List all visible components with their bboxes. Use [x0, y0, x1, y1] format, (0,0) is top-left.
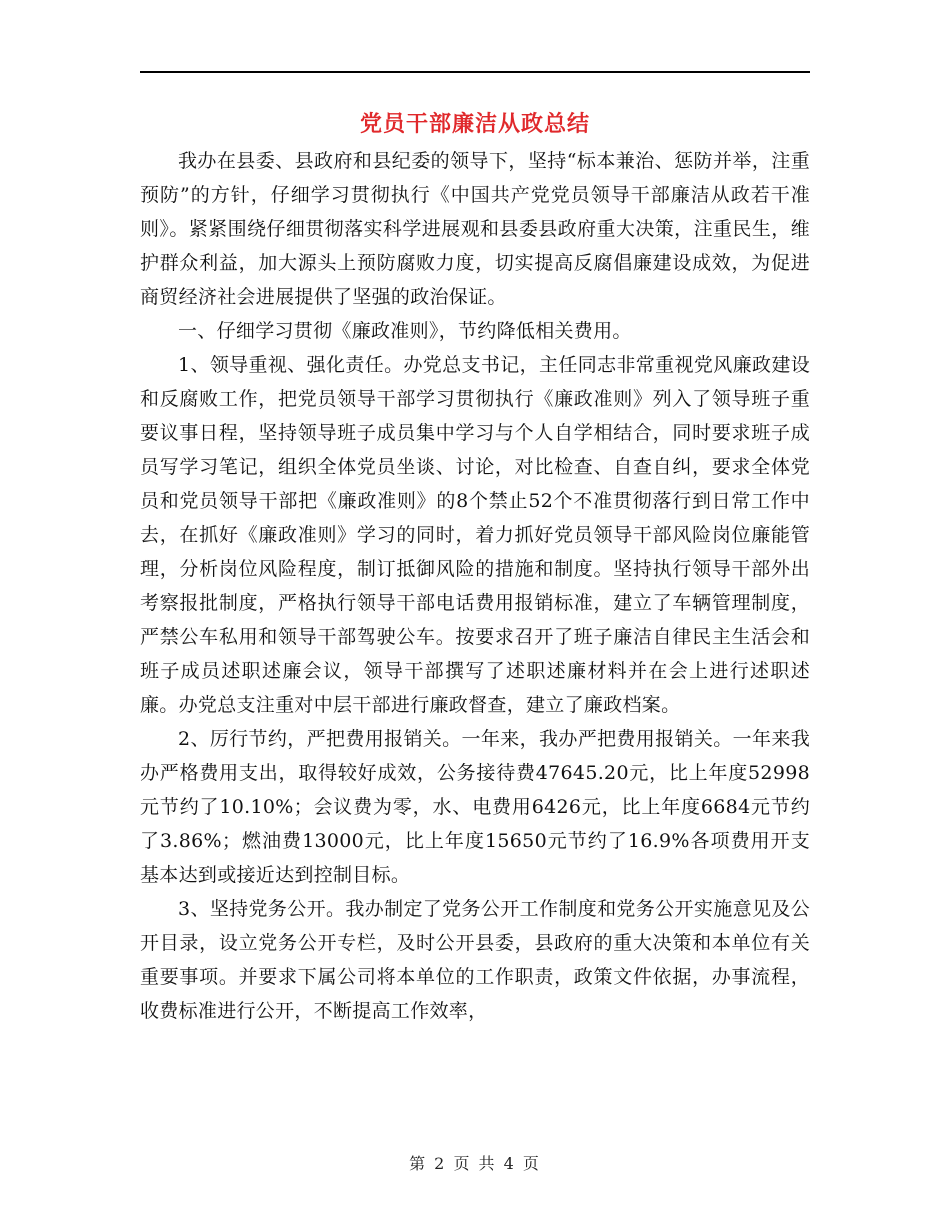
- paragraph-expenses: 2、厉行节约，严把费用报销关。一年来，我办严把费用报销关。一年来我办严格费用支出，取得较好成效，公务接待费47645.20元，比上年度52998元节约了10.10%；会议费为零，水、电费用6426元，比上年度6684元节约了3.86%；燃油费13000元，比上年度15650元节约了16.9%各项费用开支基本达到或接近达到控制目标。: [140, 728, 810, 886]
- page-number-footer: 第 2 页 共 4 页: [409, 1154, 541, 1173]
- paragraph-leadership: 1、领导重视、强化责任。办党总支书记，主任同志非常重视党风廉政建设和反腐败工作，把党员领导干部学习贯彻执行《廉政准则》列入了领导班子重要议事日程，坚持领导班子成员集中学习与个人自学相结合，同时要求班子成员写学习笔记，组织全体党员坐谈、讨论，对比检查、自查自纠，要求全体党员和党员领导干部把《廉政准则》的8个禁止52个不准贯彻落行到日常工作中去，在抓好《廉政准则》学习的同时，着力抓好党员领导干部风险岗位廉能管理，分析岗位风险程度，制订抵御风险的措施和制度。坚持执行领导干部外出考察报批制度，严格执行领导干部电话费用报销标准，建立了车辆管理制度，严禁公车私用和领导干部驾驶公车。按要求召开了班子廉洁自律民主生活会和班子成员述职述廉会议，领导干部撰写了述职述廉材料并在会上进行述职述廉。办党总支注重对中层干部进行廉政督查，建立了廉政档案。: [140, 354, 810, 716]
- header-rule: [140, 71, 810, 73]
- intro-paragraph: 我办在县委、县政府和县纪委的领导下，坚持“标本兼治、惩防并举，注重预防”的方针，仔细学习贯彻执行《中国共产党党员领导干部廉洁从政若干准则》。紧紧围绕仔细贯彻落实科学进展观和县委县政府重大决策，注重民生，维护群众利益，加大源头上预防腐败力度，切实提高反腐倡廉建设成效，为促进商贸经济社会进展提供了坚强的政治保证。: [140, 150, 810, 308]
- document-title: 党员干部廉洁从政总结: [359, 111, 590, 137]
- document-body: [140, 144, 810, 1028]
- section-heading: 一、仔细学习贯彻《廉政准则》，节约降低相关费用。: [178, 320, 632, 342]
- paragraph-disclosure: 3、坚持党务公开。我办制定了党务公开工作制度和党务公开实施意见及公开目录，设立党务公开专栏，及时公开县委，县政府的重大决策和本单位有关重要事项。并要求下属公司将本单位的工作职责，政策文件依据，办事流程，收费标准进行公开，不断提高工作效率，: [140, 898, 810, 1022]
